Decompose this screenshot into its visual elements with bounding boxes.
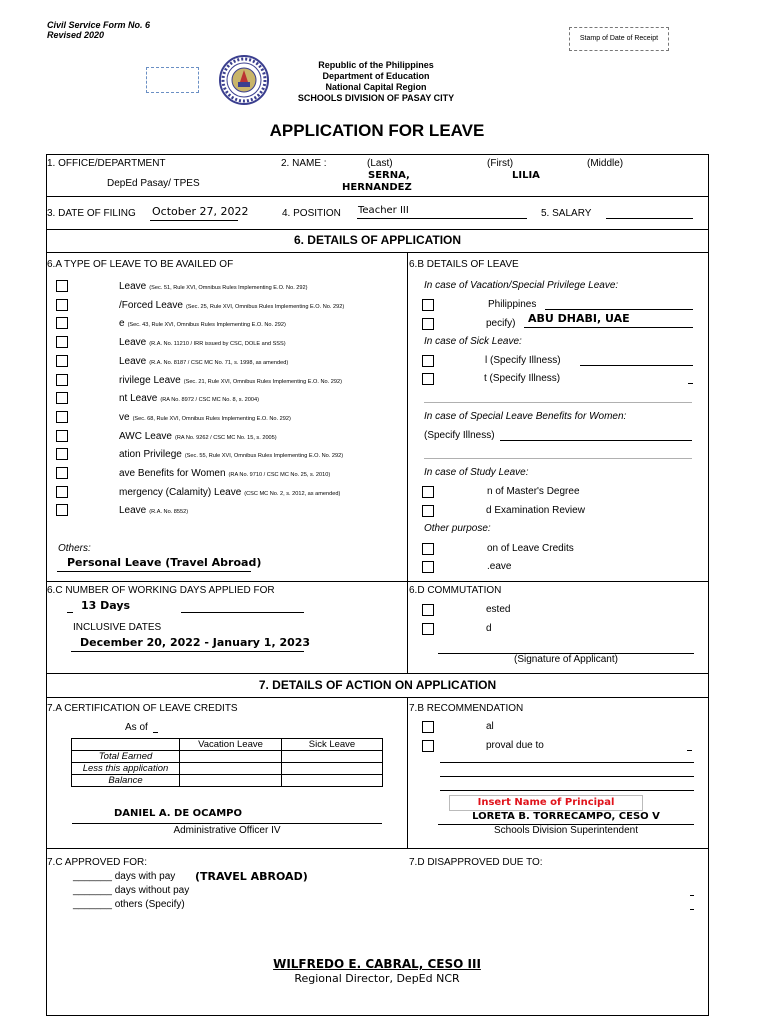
sec6a-label: 6.A TYPE OF LEAVE TO BE AVAILED OF [47, 259, 234, 270]
leave-type-reference: (RA No. 9710 / CSC MC No. 25, s. 2010) [228, 472, 331, 478]
leave-type-reference: (RA No. 9262 / CSC MC No. 15, s. 2005) [174, 435, 277, 441]
sec6c-label: 6.C NUMBER OF WORKING DAYS APPLIED FOR [47, 585, 275, 596]
office-value[interactable]: DepEd Pasay/ TPES [107, 178, 200, 189]
as-of-label: As of [125, 722, 148, 733]
last-name-label: (Last) [367, 158, 393, 169]
masters-checkbox[interactable] [422, 486, 434, 498]
sec6b-label: 6.B DETAILS OF LEAVE [409, 259, 519, 270]
days-value[interactable]: 13 Days [81, 599, 131, 612]
leave-type-reference: (Sec. 43, Rule XVI, Omnibus Rules Implementing E.O. No. 292) [127, 322, 286, 328]
leave-type-checkbox[interactable] [56, 486, 68, 498]
salary-label: 5. SALARY [541, 208, 592, 219]
commutation-not-requested-label: d [486, 623, 492, 634]
for-disapproval-label: proval due to [486, 740, 544, 751]
sec7-title: 7. DETAILS OF ACTION ON APPLICATION [258, 678, 497, 692]
leave-type-item [119, 447, 343, 462]
header-line-4: SCHOOLS DIVISION OF PASAY CITY [297, 93, 455, 103]
date-of-filing-label: 3. DATE OF FILING [47, 208, 136, 219]
for-approval-label: al [486, 721, 494, 732]
header-line-2: Department of Education [322, 71, 430, 81]
sec7b-label: 7.B RECOMMENDATION [409, 703, 524, 714]
sec6-title: 6. DETAILS OF APPLICATION [293, 233, 462, 247]
leave-type-label: e [119, 318, 125, 329]
leave-type-checkbox[interactable] [56, 374, 68, 386]
leave-type-item [119, 373, 342, 388]
for-disapproval-checkbox[interactable] [422, 740, 434, 752]
leave-type-checkbox[interactable] [56, 355, 68, 367]
leave-type-item [119, 503, 188, 518]
first-name-label: (First) [487, 158, 514, 169]
last-name-value[interactable]: SERNA, [368, 170, 410, 181]
leave-type-checkbox[interactable] [56, 504, 68, 516]
terminal-leave-checkbox[interactable] [422, 561, 434, 573]
leave-type-checkbox[interactable] [56, 411, 68, 423]
table-cell[interactable] [180, 751, 282, 763]
form-number: Civil Service Form No. 6 [47, 20, 151, 30]
table-header-cell: Vacation Leave [180, 739, 282, 751]
leave-type-item [119, 429, 277, 444]
table-row [72, 775, 383, 787]
leave-type-item [119, 354, 288, 369]
leave-type-label: AWC Leave [119, 431, 172, 442]
sec7a-label: 7.A CERTIFICATION OF LEAVE CREDITS [47, 703, 238, 714]
table-cell[interactable] [180, 763, 282, 775]
sec7c-label: 7.C APPROVED FOR: [47, 857, 148, 868]
slbw-title: In case of Special Leave Benefits for Women: [424, 411, 627, 422]
leave-type-checkbox[interactable] [56, 299, 68, 311]
monetization-label: on of Leave Credits [487, 543, 574, 554]
leave-type-reference: (Sec. 55, Rule XVI, Omnibus Rules Implementing E.O. No. 292) [184, 453, 344, 459]
regional-director-title: Regional Director, DepEd NCR [294, 972, 460, 985]
form-title: APPLICATION FOR LEAVE [269, 121, 485, 140]
bar-review-checkbox[interactable] [422, 505, 434, 517]
commutation-requested-label: ested [486, 604, 511, 615]
for-approval-checkbox[interactable] [422, 721, 434, 733]
terminal-leave-label: .eave [487, 561, 512, 572]
table-cell[interactable] [282, 775, 383, 787]
leave-type-label: Leave [119, 505, 147, 516]
sds-title: Schools Division Superintendent [494, 825, 638, 836]
principal-name-placeholder[interactable]: Insert Name of Principal [449, 795, 643, 811]
leave-type-label: ave Benefits for Women [119, 468, 226, 479]
table-row [72, 751, 383, 763]
leave-type-item [119, 335, 286, 350]
leave-type-label: nt Leave [119, 393, 158, 404]
signature-of-applicant: (Signature of Applicant) [514, 654, 618, 665]
sec7d-label: 7.D DISAPPROVED DUE TO: [409, 857, 543, 868]
leave-type-label: ve [119, 412, 130, 423]
leave-type-item [119, 279, 308, 294]
leave-type-item [119, 485, 340, 500]
office-label: 1. OFFICE/DEPARTMENT [47, 158, 166, 169]
table-row-label: Balance [72, 775, 180, 787]
leave-type-label: ation Privilege [119, 449, 182, 460]
leave-type-reference: (R.A. No. 8187 / CSC MC No. 71, s. 1998, as amended) [149, 360, 289, 366]
header-line-1: Republic of the Philippines [318, 60, 434, 70]
commutation-not-requested-checkbox[interactable] [422, 623, 434, 635]
inclusive-dates-label: INCLUSIVE DATES [73, 622, 162, 633]
agency-header [276, 60, 476, 104]
sec6d-label: 6.D COMMUTATION [409, 585, 502, 596]
table-cell[interactable] [282, 763, 383, 775]
leave-type-label: Leave [119, 356, 147, 367]
leave-type-checkbox[interactable] [56, 280, 68, 292]
slbw-specify: (Specify Illness) [424, 430, 495, 441]
leave-type-checkbox[interactable] [56, 317, 68, 329]
leave-type-reference: (Sec. 21, Rule XVI, Omnibus Rules Implementing E.O. No. 292) [183, 379, 342, 385]
vacation-title: In case of Vacation/Special Privilege Leave: [424, 280, 619, 291]
bar-review-label: d Examination Review [486, 505, 585, 516]
leave-type-label: rivilege Leave [119, 375, 181, 386]
form-revision: Revised 2020 [47, 30, 105, 40]
leave-type-item [119, 391, 259, 406]
others-specify: _______ others (Specify) [73, 899, 185, 910]
table-header-cell [72, 739, 180, 751]
leave-type-item [119, 466, 330, 481]
table-row-label: Total Earned [72, 751, 180, 763]
leave-type-checkbox[interactable] [56, 392, 68, 404]
leave-type-item [119, 410, 291, 425]
leave-type-reference: (Sec. 51, Rule XVI, Omnibus Rules Implementing E.O. No. 292) [149, 285, 308, 291]
travel-abroad-note: (TRAVEL ABROAD) [195, 870, 308, 883]
leave-type-reference: (Sec. 68, Rule XVI, Omnibus Rules Implementing E.O. No. 292) [132, 416, 291, 422]
receipt-stamp-box [569, 27, 669, 51]
name-label: 2. NAME : [281, 158, 327, 169]
table-row [72, 763, 383, 775]
header-line-3: National Capital Region [325, 82, 427, 92]
position-label: 4. POSITION [282, 208, 341, 219]
sick-title: In case of Sick Leave: [424, 336, 522, 347]
date-of-filing-value[interactable]: October 27, 2022 [152, 205, 249, 218]
last-name-value-2[interactable]: HERNANDEZ [342, 182, 412, 193]
table-row-label: Less this application [72, 763, 180, 775]
within-ph-checkbox[interactable] [422, 299, 434, 311]
placeholder-box [146, 67, 199, 93]
table-cell[interactable] [282, 751, 383, 763]
monetization-checkbox[interactable] [422, 543, 434, 555]
receipt-stamp-label: Stamp of Date of Receipt [579, 35, 659, 42]
leave-type-item [119, 298, 344, 313]
leave-type-reference: (R.A. No. 8552) [149, 509, 189, 515]
leave-type-item [119, 316, 286, 331]
sick-out-patient-checkbox[interactable] [422, 373, 434, 385]
sick-in-hospital-checkbox[interactable] [422, 355, 434, 367]
days-without-pay: _______ days without pay [73, 885, 190, 896]
leave-type-checkbox[interactable] [56, 336, 68, 348]
others-label: Others: [58, 543, 91, 554]
deped-seal-icon [219, 55, 269, 105]
leave-type-reference: (RA No. 8972 / CSC MC No. 8, s. 2004) [160, 397, 259, 403]
leave-type-checkbox[interactable] [56, 467, 68, 479]
table-cell[interactable] [180, 775, 282, 787]
officer-name: DANIEL A. DE OCAMPO [114, 808, 242, 819]
leave-type-label: mergency (Calamity) Leave [119, 487, 242, 498]
leave-type-checkbox[interactable] [56, 448, 68, 460]
leave-type-checkbox[interactable] [56, 430, 68, 442]
leave-credits-table [71, 738, 383, 787]
table-header-cell: Sick Leave [282, 739, 383, 751]
commutation-requested-checkbox[interactable] [422, 604, 434, 616]
inclusive-dates-value[interactable]: December 20, 2022 - January 1, 2023 [80, 636, 311, 649]
sick-out-patient-label: t (Specify Illness) [484, 373, 561, 384]
abroad-label: pecify) [486, 318, 516, 329]
table-header-row [72, 739, 383, 751]
sds-name: LORETA B. TORRECAMPO, CESO V [472, 811, 660, 822]
leave-type-label: Leave [119, 337, 147, 348]
other-purpose-label: Other purpose: [424, 523, 491, 534]
masters-label: n of Master's Degree [487, 486, 580, 497]
within-ph-label: Philippines [488, 299, 537, 310]
leave-type-reference: (R.A. No. 11210 / IRR issued by CSC, DOLE and SSS) [149, 341, 286, 347]
leave-type-label: Leave [119, 281, 147, 292]
days-with-pay: _______ days with pay [73, 871, 176, 882]
study-title: In case of Study Leave: [424, 467, 529, 478]
officer-title: Administrative Officer IV [173, 825, 281, 836]
regional-director-name: WILFREDO E. CABRAL, CESO III [273, 957, 481, 971]
others-value[interactable]: Personal Leave (Travel Abroad) [67, 556, 262, 569]
leave-type-reference: (CSC MC No. 2, s. 2012, as amended) [244, 491, 341, 497]
middle-name-label: (Middle) [587, 158, 624, 169]
abroad-value[interactable]: ABU DHABI, UAE [528, 312, 630, 325]
leave-type-reference: (Sec. 25, Rule XVI, Omnibus Rules Implementing E.O. No. 292) [185, 304, 345, 310]
position-value[interactable]: Teacher III [358, 205, 409, 216]
sick-in-hospital-label: l (Specify Illness) [485, 355, 561, 366]
first-name-value[interactable]: LILIA [512, 170, 540, 181]
abroad-checkbox[interactable] [422, 318, 434, 330]
leave-type-label: /Forced Leave [119, 300, 183, 311]
